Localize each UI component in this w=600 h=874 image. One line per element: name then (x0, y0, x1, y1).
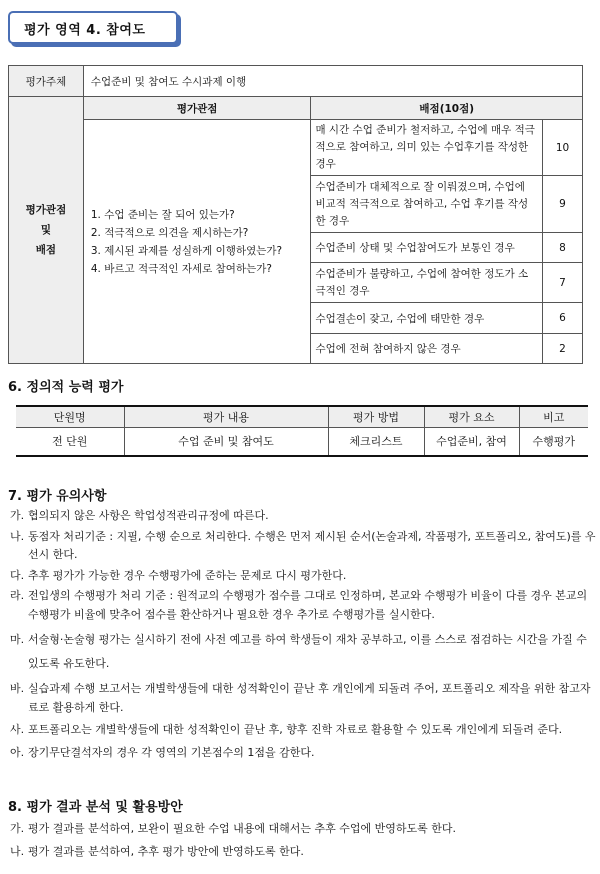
item-text: 평가 결과를 분석하여, 보완이 필요한 수업 내용에 대해서는 추후 수업에 반영하도록 한다. (28, 822, 456, 835)
table-cell: 체크리스트 (328, 427, 424, 456)
table-cell: 전 단원 (16, 427, 124, 456)
list-item (8, 567, 596, 586)
score-desc: 수업준비 상태 및 수업참여도가 보통인 경우 (311, 233, 543, 263)
subject-value: 수업준비 및 참여도 수시과제 이행 (83, 66, 582, 97)
item-text: 평가 결과를 분석하여, 추후 평가 방안에 반영하도록 한다. (28, 844, 304, 858)
section-title-box (8, 11, 178, 44)
header-cell: 단원명 (16, 406, 124, 427)
list-item (8, 680, 596, 717)
table-cell: 수행평가 (519, 427, 588, 456)
list-item (8, 744, 596, 763)
left-label-line: 평가관점 (25, 204, 67, 216)
header-cell: 평가 내용 (124, 406, 328, 427)
item-mark: 라. (10, 589, 25, 602)
item-text: 장기무단결석자의 경우 각 영역의 기본점수의 1점을 감한다. (28, 745, 315, 759)
left-label-line: 및 (40, 224, 51, 236)
header-cell: 평가 요소 (424, 406, 519, 427)
score-value: 9 (543, 176, 583, 233)
item-mark: 사. (10, 723, 25, 736)
header-cell: 평가 방법 (328, 406, 424, 427)
score-desc: 매 시간 수업 준비가 철저하고, 수업에 매우 적극적으로 참여하고, 의미 있는 수업후기를 작성한 경우 (311, 120, 543, 176)
criteria-item: 4. 바르고 적극적인 자세로 참여하는가? (90, 262, 272, 275)
list-item (8, 628, 596, 676)
list-item (8, 721, 596, 740)
section7-title: 7. 평가 유의사항 (8, 489, 107, 504)
score-value: 2 (543, 334, 583, 364)
criteria-header: 평가관점 (83, 97, 311, 120)
table-cell: 수업 준비 및 참여도 (124, 427, 328, 456)
list-item (8, 587, 596, 624)
participation-eval-table (8, 65, 583, 364)
item-mark: 나. (10, 529, 25, 543)
criteria-item: 1. 수업 준비는 잘 되어 있는가? (90, 208, 235, 221)
item-text: 전입생의 수행평가 처리 기준 : 원적교의 수행평가 점수를 그대로 인정하며, 본교와 수행평가 비율이 다를 경우 본교의 수행평가 비율에 맞추어 점수를 환산하거나 필요한 경우 추가로 수행평가를 실시한다. (28, 589, 588, 621)
score-header: 배점(10점) (311, 97, 583, 120)
subject-label: 평가주체 (9, 66, 84, 97)
item-text: 동점자 처리기준 : 지필, 수행 순으로 처리한다. 수행은 먼저 제시된 순서(논술과제, 작품평가, 포트폴리오, 참여도)를 우선시 한다. (28, 529, 596, 561)
score-desc: 수업결손이 잦고, 수업에 태만한 경우 (311, 303, 543, 334)
list-item (8, 528, 596, 565)
item-mark: 나. (10, 844, 25, 858)
item-text: 협의되지 않은 사항은 학업성적관리규정에 따른다. (28, 509, 269, 522)
item-mark: 가. (10, 509, 25, 522)
criteria-item: 3. 제시된 과제를 성실하게 이행하였는가? (90, 244, 283, 257)
left-label-line: 배점 (35, 244, 57, 256)
section6-title: 6. 정의적 능력 평가 (8, 380, 124, 395)
analysis-list (8, 820, 596, 861)
score-value: 7 (543, 263, 583, 303)
header-cell: 비고 (519, 406, 588, 427)
page-title: 평가 영역 4. 참여도 (24, 23, 146, 38)
criteria-item: 2. 적극적으로 의견을 제시하는가? (90, 226, 249, 239)
precautions-list (8, 507, 596, 762)
criteria-list (83, 120, 311, 364)
item-mark: 가. (10, 822, 25, 835)
score-desc: 수업에 전혀 참여하지 않은 경우 (311, 334, 543, 364)
list-item (8, 820, 596, 839)
table-cell: 수업준비, 참여 (424, 427, 519, 456)
score-value: 8 (543, 233, 583, 263)
score-value: 10 (543, 120, 583, 176)
score-desc: 수업준비가 불량하고, 수업에 참여한 정도가 소극적인 경우 (311, 263, 543, 303)
section8-title: 8. 평가 결과 분석 및 활용방안 (8, 800, 183, 815)
score-desc: 수업준비가 대체적으로 잘 이뤄졌으며, 수업에 비교적 적극적으로 참여하고, 수업 후기를 작성한 경우 (311, 176, 543, 233)
score-value: 6 (543, 303, 583, 334)
item-text: 추후 평가가 가능한 경우 수행평가에 준하는 문제로 다시 평가한다. (28, 568, 347, 582)
item-text: 서술형·논술형 평가는 실시하기 전에 사전 예고를 하여 학생들이 재차 공부하고, 이를 스스로 점검하는 시간을 가질 수 있도록 유도한다. (28, 633, 587, 670)
item-mark: 바. (10, 682, 25, 695)
list-item (8, 507, 596, 526)
affective-eval-table (16, 405, 588, 457)
item-text: 실습과제 수행 보고서는 개별학생들에 대한 성적확인이 끝난 후 개인에게 되돌려 주어, 포트폴리오 제작을 위한 참고자료로 활용하게 한다. (28, 682, 591, 714)
item-mark: 아. (10, 745, 25, 759)
list-item (8, 843, 596, 862)
item-mark: 다. (10, 568, 25, 582)
criteria-score-label (9, 97, 84, 364)
item-text: 포트폴리오는 개별학생들에 대한 성적확인이 끝난 후, 향후 진학 자료로 활용할 수 있도록 개인에게 되돌려 준다. (28, 723, 563, 736)
item-mark: 마. (10, 633, 25, 646)
